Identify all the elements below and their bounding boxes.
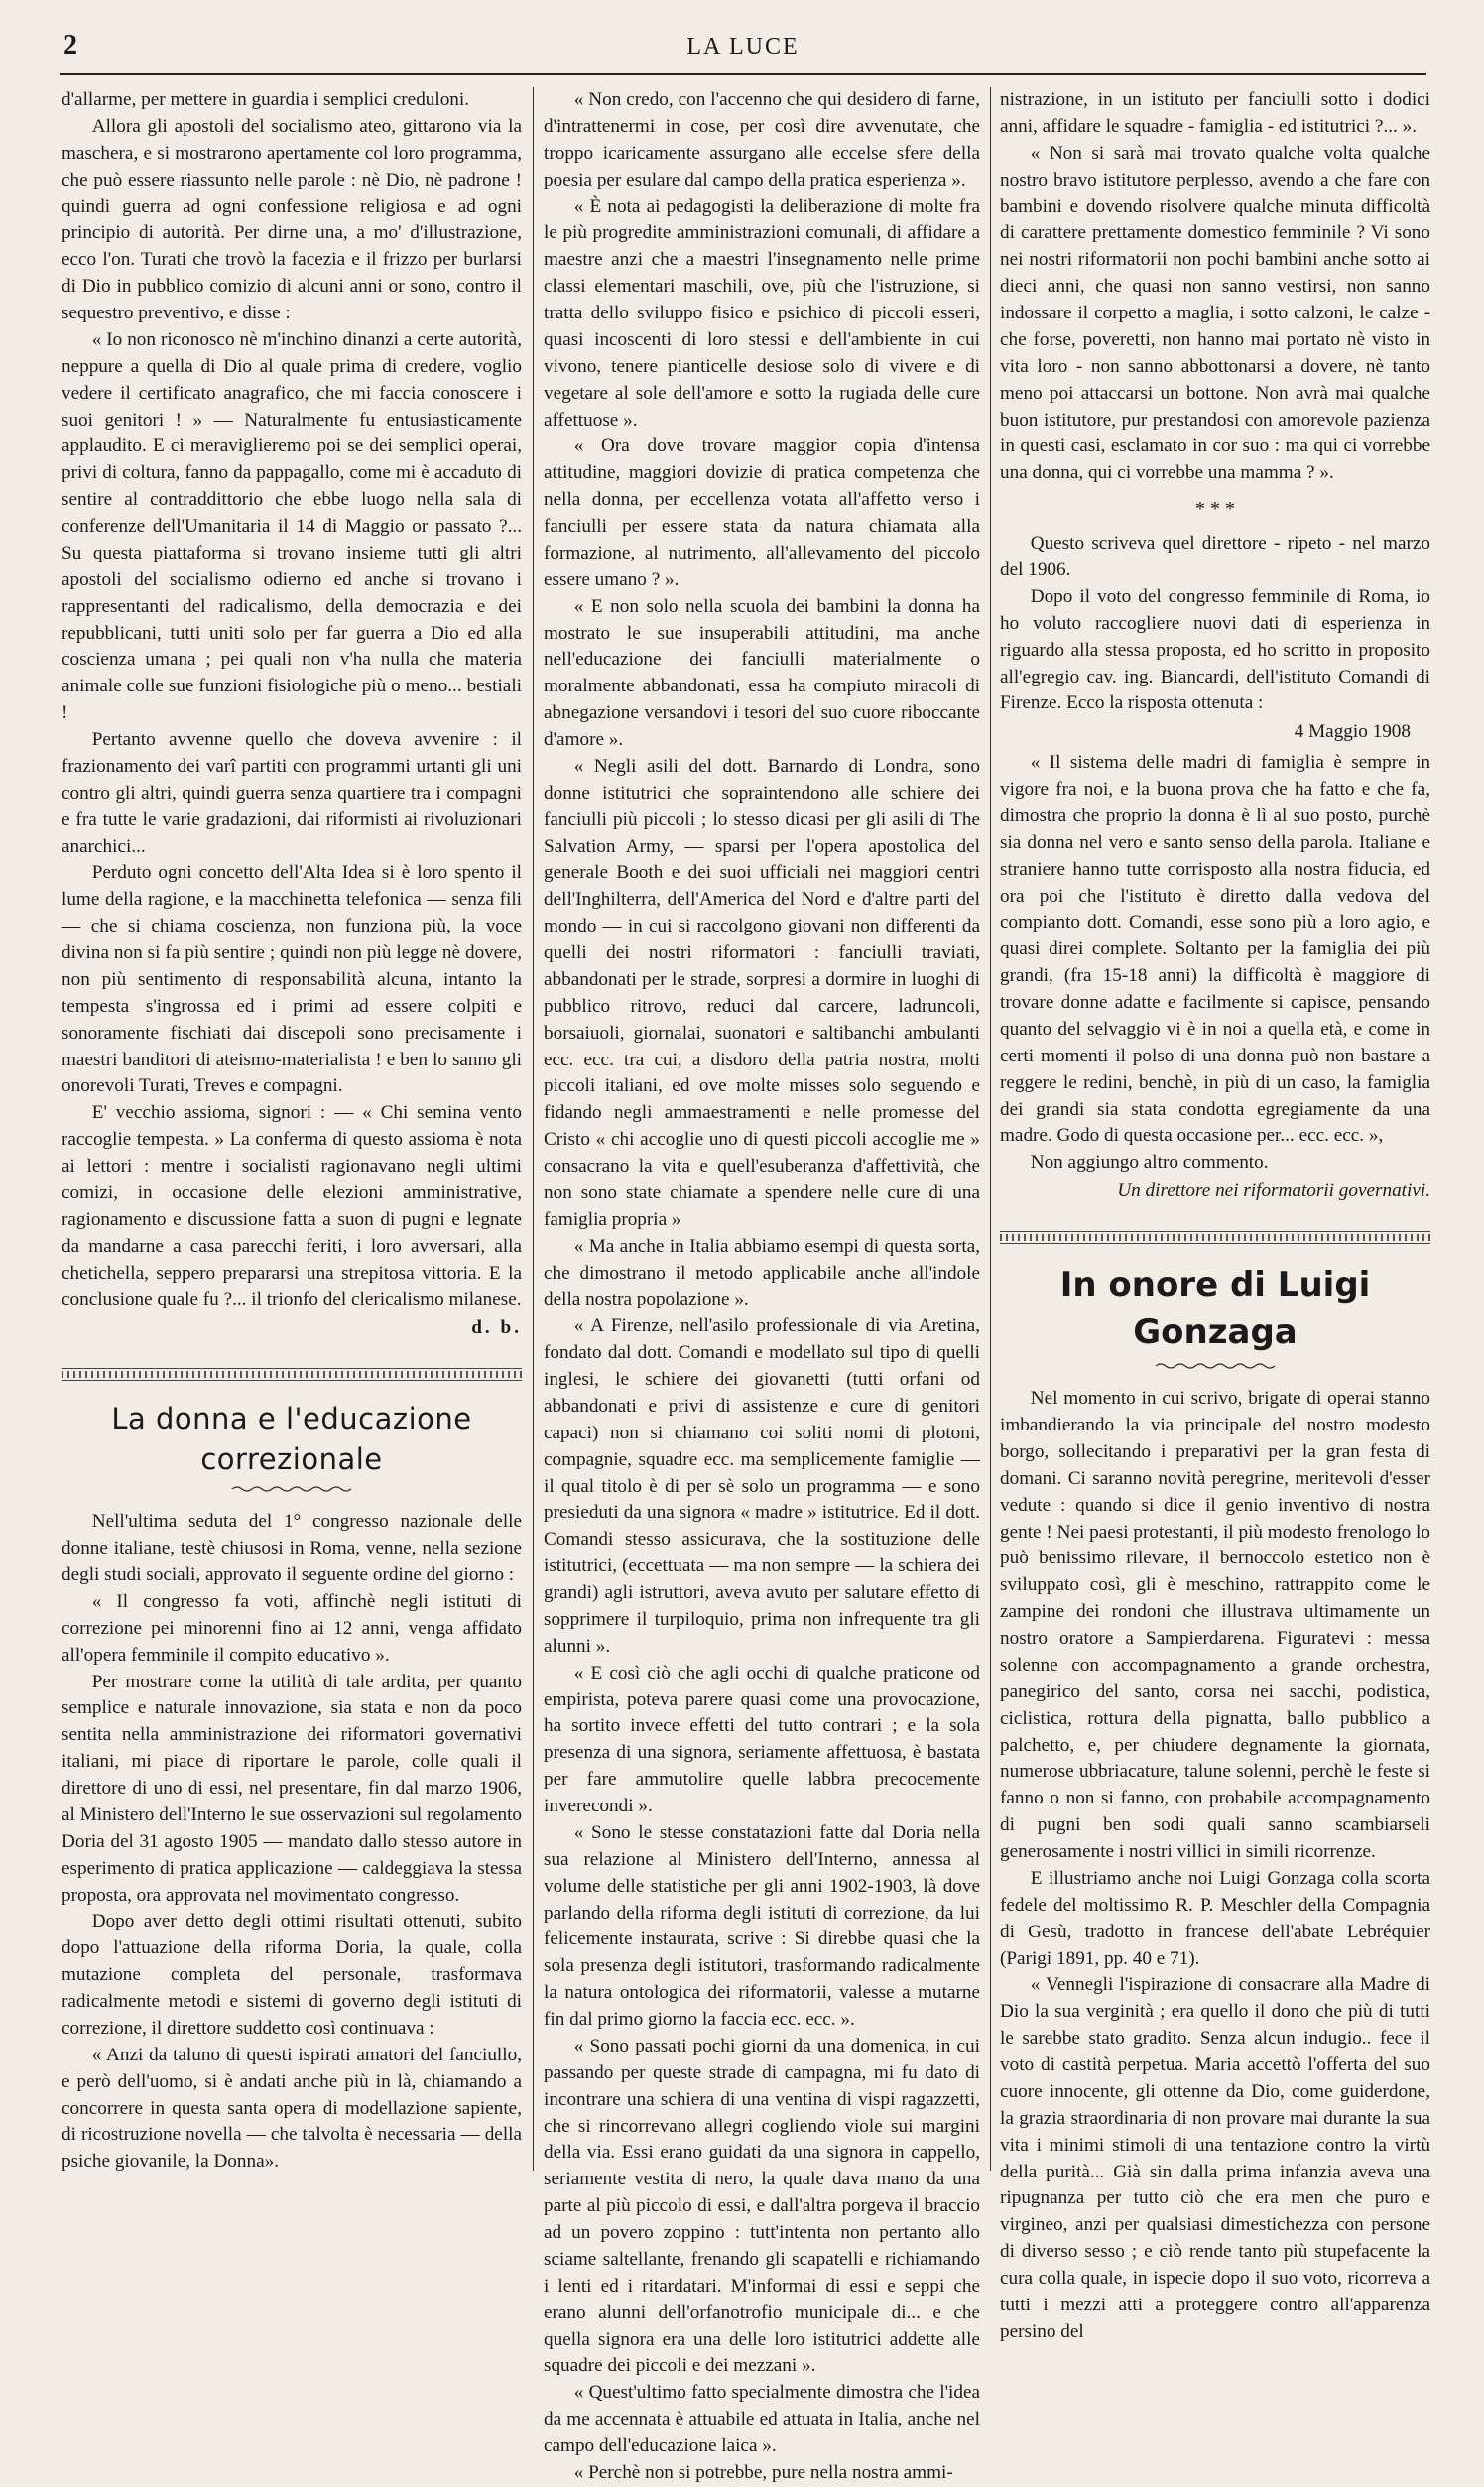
paragraph: « Anzi da taluno di questi ispirati amatori del fanciullo, e però dell'uomo, si è andati anche più in là, chiamando a concorrere in questa santa opera di modellazione sapiente, di ricostruzione novella — che talvolta è necessaria — della psiche giovanile, la Donna». [62, 2044, 522, 2173]
paragraph: E illustriamo anche noi Luigi Gonzaga colla scorta fedele del moltissimo R. P. Meschler della Compagnia di Gesù, tradotto in francese dell'abate Lebréquier (Parigi 1891, pp. 40 e 71). [1000, 1867, 1430, 1969]
column-3 [1000, 87, 1430, 2342]
paragraph: Questo scriveva quel direttore - ripeto - nel marzo del 1906. [1000, 533, 1430, 580]
article-author: Un direttore nei riformatorii governativi. [1117, 1181, 1430, 1202]
paragraph: « Il sistema delle madri di famiglia è sempre in vigore fra noi, e la buona prova che ha fatto e che fa, dimostra che proprio la donna è lì al suo posto, purchè sia donna nel vero e santo senso della parola. Italiane e straniere hanno tutte corrisposto alla nostra fiducia, ed ora poi che l'istituto è diretto dalla vedova del compianto dott. Comandi, esse sono più a loro agio, e quasi direi complete. Soltanto per la famiglia dei più grandi, (fra 15-18 anni) la difficoltà è maggiore di trovare donne adatte e facilmente si capisce, pensando quanto del selvaggio vi è in noi a quella età, e come in certi momenti il polso di una donna può non bastare a reggere le redini, benchè, in più di un caso, la famiglia dei grandi sia stata condotta egregiamente da una madre. Godo di questa occasione per... ecc. ecc. », [1000, 752, 1430, 1147]
paragraph: « Sono passati pochi giorni da una domenica, in cui passando per queste strade di campagna, mi fu dato di incontrare una schiera di una ventina di vispi ragazzetti, che si rincorrevano allegri cogliendo viole sui margini della via. Essi erano guidati da una signora in cappello, seriamente vestita di nero, la quale dava mano da una parte al più piccolo di essi, e dall'altra porgeva il braccio ad un povero zoppino : tutt'intenta non pertanto allo sciame saltellante, frenando gli scapatelli e richiamando i lenti ed i ritardatari. M'informai di essi e seppi che erano alunni dell'orfanotrofio municipale di... e che quella signora era una delle loro istitutrici addette alle squadre dei piccoli e dei mezzani ». [544, 2035, 980, 2377]
paragraph: Perduto ogni concetto dell'Alta Idea si è loro spento il lume della ragione, e la macchinetta telefonica — senza fili — che si chiama coscienza, non funziona più, la voce divina non si fa più sentire ; quindi non più legge nè dovere, non più sentimento di responsabilità alcuna, intanto la tempesta s'ingrossa ed i primi ad essere colpiti e sonoramente fischiati dai discepoli sono precisamente i maestri banditori di ateismo-materialista ! e ben lo sanno gli onorevoli Turati, Treves e compagni. [62, 862, 522, 1097]
column-rule [533, 87, 534, 2171]
section-stars: * * * [1195, 498, 1235, 521]
paragraph: « Ma anche in Italia abbiamo esempi di questa sorta, che dimostrano il metodo applicabile anche all'indole della nostra popolazione ». [544, 1235, 980, 1310]
title-ornament [1156, 1362, 1275, 1370]
column-1 [62, 87, 522, 2171]
title-ornament [232, 1485, 351, 1493]
paragraph: « Il congresso fa voti, affinchè negli istituti di correzione pei minorenni fino ai 12 anni, venga affidato all'opera femminile il compito educativo ». [62, 1590, 522, 1666]
paragraph: d'allarme, per mettere in guardia i semplici creduloni. [62, 89, 470, 110]
paragraph: Dopo il voto del congresso femminile di Roma, io ho voluto raccogliere nuovi dati di esperienza in riguardo alla stessa proposta, ed ho scritto in proposito all'egregio cav. ing. Biancardi, dell'istituto Comandi di Firenze. Ecco la risposta ottenuta : [1000, 585, 1430, 714]
letter-date: 4 Maggio 1908 [1294, 721, 1411, 743]
paragraph: « Vennegli l'ispirazione di consacrare alla Madre di Dio la sua verginità ; era quello il dono che più di tutti le sarebbe stato gradito. Senza alcun indugio.. fece il voto di castità perpetua. Maria accettò l'offerta del suo cuore innocente, gli ottenne da Dio, come guiderdone, la grazia straordinaria di non provare mai durante la sua vita i minimi stimoli di una tentazione contro la virtù della purità... Già sin dalla prima infanzia aveva una ripugnanza per tutto ciò che era men che puro e virgineo, anzi per qualsiasi dimestichezza con persone di diverso sesso ; e ciò rende tanto più stupefacente la cura colla quale, in ispecie dopo il suo voto, ricorreva a tutti i mezzi atti a proteggere contro all'apparenza persino del [1000, 1974, 1430, 2342]
article-title: In onore di Luigi Gonzaga [1059, 1265, 1371, 1352]
article-signature: d. b. [471, 1317, 522, 1339]
paragraph: « Quest'ultimo fatto specialmente dimostra che l'idea da me accennata è attuabile ed attuata in Italia, anche nel campo dell'educazione laica ». [544, 2382, 980, 2456]
paragraph: Per mostrare come la utilità di tale ardita, per quanto semplice e naturale innovazione, sia stata e non da poco sentita nella amministrazione dei riformatori governativi italiani, mi piace di riportare le parole, colle quali il direttore di uno di essi, nel presentare, fin dal marzo 1906, al Ministero dell'Interno le sue osservazioni sul regolamento Doria del 31 agosto 1905 — mandato dallo stesso autore in esperimento di pratica applicazione — caldeggiava la stessa proposta, ora approvata nel movimentato congresso. [62, 1671, 522, 1906]
column-rule [990, 87, 991, 2171]
paragraph: « Io non riconosco nè m'inchino dinanzi a certe autorità, neppure a quella di Dio al quale prima di credere, voglio vedere il certificato anagrafico, che mi faccia conoscere i suoi genitori ! » — Naturalmente fu entusiasticamente applaudito. E ci meraviglieremo poi se dei semplici operai, privi di coltura, fanno da pappagallo, come mi è accaduto di sentire al contraddittorio che ebbe luogo nella sala di conferenze dell'Umanitaria il 14 di Maggio or passato ?... Su questa piattaforma si trovano insieme tutti gli altri apostoli del socialismo odierno ed anche si trovano i rappresentanti del radicalismo, della democrazia e dei repubblicani, tutti uniti solo per far guerra a Dio ed alla coscienza umana ; pei quali non v'ha nulla che materia animale colle sue funzioni fisiologiche più o meno... bestiali ! [62, 328, 522, 724]
paragraph: Nell'ultima seduta del 1° congresso nazionale delle donne italiane, testè chiusosi in Roma, venne, nella sezione degli studi sociali, approvato il seguente ordine del giorno : [62, 1511, 522, 1586]
paragraph: « Negli asili del dott. Barnardo di Londra, sono donne istitutrici che sopraintendono alle schiere dei fanciulli più piccoli ; lo stesso dicasi per gli asili di The Salvation Army, — sparsi per l'opera apostolica del generale Booth e dei suoi ufficiali nei maggiori centri dell'Inghilterra, dell'America del Nord e d'altre parti del mondo — in cui si raccolgono giovani non differenti da quelli dei nostri riformatori : fanciulli traviati, abbandonati per le strade, sorpresi a dormire in luoghi di pubblico ritrovo, reduci dal carcere, ladruncoli, borsaiuoli, giornalai, suonatori e saltibanchi ambulanti ecc. ecc. tra cui, a disdoro della patria nostra, molti piccoli italiani, ed ove molte misses solo seguendo e fidando negli ammaestramenti e nelle promesse del Cristo « chi accoglie uno di questi piccoli accoglie me » consacrano la vita e quell'esuberanza d'affettività, che non sono state chiamate a spendere nelle cure di una famiglia propria » [544, 755, 980, 1230]
paragraph: « Sono le stesse constatazioni fatte dal Doria nella sua relazione al Ministero dell'Interno, annessa al volume delle statistiche per gli anni 1902-1903, là dove parlando della riforma degli istituti di correzione, da lui felicemente instaurata, scrive : Si direbbe quasi che la sola presenza degli istitutori, trasformando radicalmente la natura ontologica dei riformatorii, valesse a mutarne fin dal primo giorno la faccia ecc. ecc. ». [544, 1821, 980, 2030]
paragraph: « È nota ai pedagogisti la deliberazione di molte fra le più progredite amministrazioni comunali, di affidare a maestre anzi che a maestri l'insegnamento nelle prime classi elementari maschili, ove, più che l'istruzione, si tratta dello sviluppo fisico e psichico di piccoli esseri, quasi incoscenti di loro stessi e dell'ambiente in cui vivono, tenere pianticelle desiose solo di vivere e di vegetare al sole dell'amore e sotto la rugiada delle cure affettuose ». [544, 195, 980, 431]
page-header [60, 28, 1426, 75]
section-separator [1000, 1231, 1430, 1244]
paragraph: « E non solo nella scuola dei bambini la donna ha mostrato le sue insuperabili attitudini, ma anche nell'educazione dei fanciulli materialmente o moralmente abbandonati, essa ha compiuto miracoli di abnegazione versandovi i tesori del suo cuore riboccante d'amore ». [544, 595, 980, 750]
paragraph: Non aggiungo altro commento. [1030, 1152, 1269, 1174]
paragraph: « Non credo, con l'accenno che qui desidero di farne, d'intrattenermi in cose, per così dire avvenutate, che troppo icaricamente assurgano alle eccelse sfere della poesia per esulare dal campo della pratica esperienza ». [544, 89, 980, 190]
paragraph: « Perchè non si potrebbe, pure nella nostra ammi- [573, 2461, 953, 2483]
paragraph: E' vecchio assioma, signori : — « Chi semina vento raccoglie tempesta. » La conferma di questo assioma è nota ai lettori : mentre i socialisti ragionavano negli ultimi comizi, in occasione delle elezioni amministrative, ragionamento e discussione fatta a suon di pugni e legnate da mandarne a casa parecchi feriti, i loro avversari, alla chetichella, seppero prepararsi una strepitosa vittoria. E la conclusione quale fu ?... il trionfo del clericalismo milanese. [62, 1102, 522, 1310]
paragraph: Nel momento in cui scrivo, brigate di operai stanno imbandierando la via principale del nostro modesto borgo, sollecitando i preparativi per la gran festa di domani. Ci saranno novità peregrine, meritevoli d'esser vedute : quando si dice il genio inventivo di nostra gente ! Nei paesi protestanti, il più modesto frenologo lo può benissimo rilevare, il bernoccolo estetico non è sviluppato così, gli è meschino, rattrappito come le zampine dei rondoni che illustrava ultimamente un nostro oratore a Sampierdarena. Figuratevi : messa solenne con accompagnamento a grande orchestra, panegirico del santo, corsa nei sacchi, podistica, ciclistica, rottura della pignatta, ballo pubblico a palchetto, e, per chiudere degnamente la giornata, numerose ubbriacature, talune solenni, perchè le feste si fanno o non si fanno, con probabile accompagnamento di pugni ben sodi quali sanno scambiarseli generosamente i nostri villici in simili ricorrenze. [1000, 1388, 1430, 1863]
page-number: 2 [63, 30, 77, 61]
newspaper-title: LA LUCE [686, 34, 800, 60]
article-title: La donna e l'educazione correzionale [111, 1402, 472, 1476]
paragraph: « Ora dove trovare maggior copia d'intensa attitudine, maggiori dovizie di pratica competenza che nella donna, per eccellenza votata all'affetto verso i fanciulli per essere stata da natura chiamata alla formazione, al nutrimento, all'allevamento del piccolo essere umano ? ». [544, 435, 980, 590]
section-separator [62, 1368, 522, 1381]
paragraph: « A Firenze, nell'asilo professionale di via Aretina, fondato dal dott. Comandi e modellato sul tipo di quelli inglesi, le schiere dei giovanetti (tutti orfani od abbandonati e privi di assistenze e cure di genitori capaci) non si chiamano coi soliti nomi di plotoni, compagnie, squadre ecc. ma semplicemente famiglie — il qual titolo è di per sè solo un programma — e sono presieduti da una signora « madre » istitutrice. Ed il dott. Comandi stesso assicurava, che la sostituzione delle istitutrici, (eccettuata — ma non sempre — la schiera dei grandi) agli istruttori, aveva avuto per salutare effetto di sopprimere il turpiloquio, prima non infrequente tra gli alunni ». [544, 1315, 980, 1657]
paragraph: « Non si sarà mai trovato qualche volta qualche nostro bravo istitutore perplesso, avendo a che fare con bambini e dovendo risolvere qualche minuta difficoltà di carattere prettamente domestico femminile ? Vi sono nei nostri riformatorii non pochi bambini anche sotto ai dieci anni, che quasi non sanno vestirsi, non sanno indossare il corpetto a maglia, i sotto calzoni, le calze - che forse, poveretti, non hanno mai portato nè visto in vita loro - non sanno abbottonarsi a dovere, nè tanto meno poi attaccarsi un bottone. Non avrà mai qualche buon istitutore, pur prestandosi con amorevole pazienza in questi casi, esclamato in cor suo : ma qui ci vorrebbe una donna, qui ci vorrebbe una mamma ? ». [1000, 142, 1430, 484]
paragraph: Pertanto avvenne quello che doveva avvenire : il frazionamento dei varî partiti con programmi urtanti gli uni contro gli altri, quindi guerra senza quartiere tra i compagni e fra tutte le varie gradazioni, dai riformisti ai rivoluzionari anarchici... [62, 729, 522, 857]
column-2 [544, 87, 980, 2483]
paragraph: « E così ciò che agli occhi di qualche praticone od empirista, poteva parere quasi come una provocazione, ha sortito invece effetti del tutto contrari ; e la sola presenza di una signora, seriamente affettuosa, è bastata per fare ammutolire quelle labbra precocemente inverecondi ». [544, 1662, 980, 1816]
paragraph: nistrazione, in un istituto per fanciulli sotto i dodici anni, affidare le squadre - famiglia - ed istitutrici ?... ». [1000, 89, 1430, 137]
paragraph: Dopo aver detto degli ottimi risultati ottenuti, subito dopo l'attuazione della riforma Doria, la quale, colla mutazione completa del personale, trasformava radicalmente metodi e sistemi di governo degli istituti di correzione, il direttore suddetto così continuava : [62, 1911, 522, 2039]
paragraph: Allora gli apostoli del socialismo ateo, gittarono via la maschera, e si mostrarono apertamente col loro programma, che può essere riassunto nelle parole : nè Dio, nè padrone ! quindi guerra ad ogni confessione religiosa e ad ogni principio di autorità. Per dirne una, a mo' d'illustrazione, ecco l'on. Turati che trovò la facezia e il frizzo per burlarsi di Dio in pubblico comizio di alcuni anni or sono, contro il sequestro preventivo, e disse : [62, 115, 522, 323]
